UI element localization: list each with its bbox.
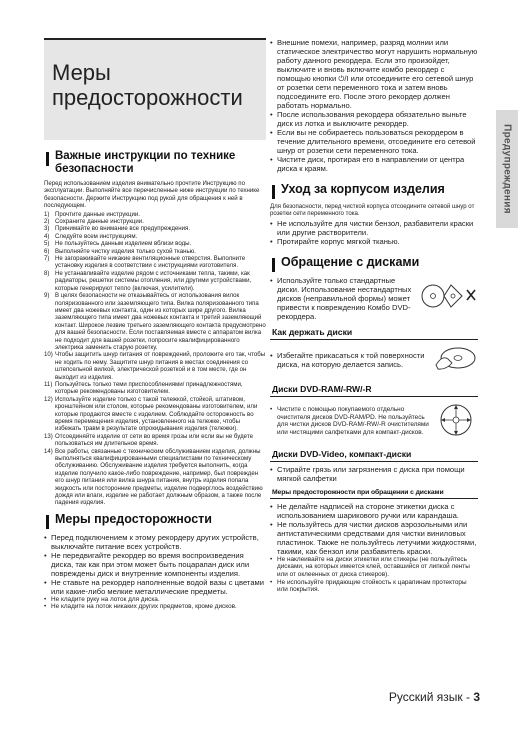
cross-icon — [467, 290, 475, 300]
bullet-item — [270, 502, 478, 520]
discs-row — [270, 276, 478, 321]
bullet-dot: • — [44, 532, 47, 542]
instruction-item — [44, 218, 266, 225]
item-number: 7) — [44, 255, 50, 263]
handling-heading: Меры предосторожности при обращении с дисками — [270, 483, 478, 499]
bullet-item — [44, 533, 266, 551]
item-number: 8) — [44, 269, 50, 277]
bullet-text: Не передвигайте рекордер во время воспроизведения диска, так как при этом может быть поцарапан диск или повреждены диск и внутренние компоненты изделия. — [51, 550, 250, 578]
heading-bar — [272, 258, 275, 272]
hand-disc-icon — [432, 343, 478, 378]
discs-list — [270, 276, 417, 321]
heading-bar — [46, 515, 49, 529]
right-column — [270, 38, 478, 594]
bullet-text: Не наклеивайте на диски этикетки или стикеры (не пользуйтесь дисками, на которых имеется клей, оставшийся от липкой ленты или от оклеенных от диска стикеров). — [277, 555, 470, 578]
bullet-dot: • — [270, 236, 273, 246]
video-list — [270, 465, 478, 483]
bullet-text: Не используйте придающие стойкость к царапинам протекторы или покрытия. — [277, 578, 467, 594]
item-number: 12) — [44, 395, 53, 403]
heading-bar — [272, 185, 275, 199]
handling-list — [270, 502, 478, 556]
bullet-text: Не ставьте на рекордер наполненные водой вазы с цветами или какие-либо мелкие металлические предметы. — [51, 577, 265, 596]
bullet-item — [44, 551, 266, 578]
instruction-item — [44, 448, 266, 507]
instructions-heading: Важные инструкции по технике безопасности — [44, 150, 266, 176]
bullet-item — [270, 465, 478, 483]
ram-heading: Диски DVD-RAM/-RW/-R — [270, 378, 478, 397]
instruction-item — [44, 248, 266, 255]
ram-row — [270, 400, 478, 443]
bullet-dot: • — [44, 577, 47, 587]
bullet-dot: • — [270, 406, 273, 414]
instructions-list — [44, 211, 266, 507]
instruction-item — [44, 225, 266, 232]
bullet-dot: • — [270, 38, 273, 47]
disc-ok-icon — [422, 285, 444, 307]
bullet-dot: • — [270, 155, 273, 164]
bullet-item — [270, 579, 478, 594]
disc-wipe-icon — [434, 400, 478, 443]
bullet-text: Перед подключением к этому рекордеру других устройств, выключайте питание всех устройств. — [51, 532, 259, 551]
hold-list — [270, 351, 429, 369]
bullet-dot: • — [44, 603, 47, 611]
disc-odd-icon — [444, 285, 462, 307]
video-heading: Диски DVD-Video, компакт-диски — [270, 443, 478, 462]
instruction-item — [44, 270, 266, 292]
item-text: Пользуйтесь только теми приспособлениями/ принадлежностями, которые рекомендованы изготовителем. — [55, 380, 243, 396]
hold-heading: Как держать диски — [270, 321, 478, 340]
bullet-text: Используйте только стандартные диски. Использование нестандартных дисков (неправильной формы) может привести к повреждению Комбо DVD-рекордера. — [277, 275, 412, 321]
page-title-line-2: предосторожности — [52, 85, 243, 110]
page-number: 3 — [473, 690, 480, 704]
bullet-item — [270, 406, 431, 436]
bullet-dot: • — [270, 555, 273, 563]
bullet-dot: • — [270, 218, 273, 228]
instruction-item — [44, 233, 266, 240]
left-column — [44, 38, 266, 611]
bullet-dot: • — [270, 519, 273, 529]
bullet-text: Не делайте надписей на стороне этикетки диска с использованием шарикового ручки или карандаша. — [277, 501, 459, 520]
item-number: 4) — [44, 232, 50, 240]
bullet-text: Не кладите руку на лоток для диска. — [51, 595, 160, 603]
bullet-item — [270, 128, 478, 155]
item-text: Отсоединяйте изделие от сети во время грозы или если вы не будете пользоваться им длительное время. — [55, 432, 253, 448]
bullet-dot: • — [270, 351, 273, 361]
instruction-item — [44, 396, 266, 433]
instruction-item — [44, 211, 266, 218]
bullet-text: Чистите с помощью покупаемого отдельно очистителя дисков DVD-RAM/PD. Не пользуйтесь для чистки дисков DVD-RAM/-RW/-R очистителями или чистящими салфетками для компакт-дисков. — [277, 406, 429, 436]
bullet-dot: • — [270, 275, 273, 285]
bullet-dot: • — [44, 550, 47, 560]
item-text: Не загораживайте никакие вентиляционные отверстия. Выполните установку изделия в соответствии с инструкциями изготовителя. — [55, 255, 246, 270]
item-text: Сохраните данные инструкции. — [55, 218, 144, 226]
bullet-item — [270, 520, 478, 556]
cabinet-list — [270, 219, 478, 246]
hold-row — [270, 343, 478, 378]
item-number: 14) — [44, 447, 53, 455]
item-text: Не устанавливайте изделие рядом с источниками тепла, такими, как радиаторы, решетки системы отопления, или другими устройствами, которые генерируют тепло (включая, усилители). — [55, 269, 252, 292]
bullet-dot: • — [270, 464, 273, 474]
bullet-dot: • — [270, 128, 273, 137]
item-text: Не пользуйтесь данным изделием вблизи воды. — [55, 240, 192, 248]
item-text: Следуйте всем инструкциям. — [55, 232, 138, 240]
bullet-text: Не используйте для чистки бензол, разбавители краски или другие растворители. — [277, 218, 474, 237]
bullet-item — [44, 603, 266, 611]
item-number: 9) — [44, 292, 50, 300]
bullet-item — [270, 276, 417, 321]
bullet-text: После использования рекордера обязательно выньте диск из лотка и выключите рекордер. — [277, 110, 467, 128]
bullet-item — [270, 556, 478, 579]
ram-list — [270, 406, 431, 436]
bullet-item — [270, 38, 478, 110]
item-number: 13) — [44, 432, 53, 440]
bullet-dot: • — [270, 110, 273, 119]
right-intro-list — [270, 38, 478, 173]
item-number: 1) — [44, 210, 50, 218]
item-text: Используйте изделие только с такой тележкой, стойкой, штативом, кронштейном или столом, которые рекомендованы изготовителем, или которые продаются вместе с изделием. Соблюдайте осторожность во время перемещения изделия, установленного на тележке, чтобы избежать травм в результате опрокидывания изделия (тележки). — [55, 395, 258, 433]
disc-shapes-illustration — [420, 281, 478, 316]
cabinet-heading: Уход за корпусом изделия — [270, 183, 478, 199]
bullet-item — [44, 578, 266, 596]
instruction-item — [44, 351, 266, 381]
side-tab: Предупреждения — [496, 110, 518, 228]
bullet-item — [270, 155, 478, 173]
bullet-text: Стирайте грязь или загрязнения с диска при помощи мягкой салфетки — [277, 464, 465, 483]
item-number: 10) — [44, 351, 53, 359]
bullet-text: Не кладите на лоток никаких других предметов, кроме дисков. — [51, 603, 237, 611]
bullet-dot: • — [44, 595, 47, 603]
page-footer: Русский язык - 3 — [388, 690, 480, 704]
item-number: 5) — [44, 240, 50, 248]
precautions-heading: Меры предосторожности — [44, 513, 266, 529]
item-text: Прочтите данные инструкции. — [55, 210, 140, 218]
bullet-item — [44, 596, 266, 604]
bullet-item — [270, 237, 478, 246]
precautions-list-small — [44, 596, 266, 611]
precautions-list — [44, 533, 266, 596]
cabinet-intro: Для безопасности, перед чисткой корпуса отсоедините сетевой шнур от розетки сети переменного тока. — [270, 203, 475, 218]
item-text: Принимайте во внимание все предупреждения. — [55, 225, 191, 233]
item-text: Все работы, связанные с техническим обслуживанием изделия, должны выполняться квалифицированными специалистами по техническому обслуживанию. Обслуживание изделия требуется выполнить, когда изделие получило какое-либо повреждение, например, был поврежден его шнур питания или вилка шнура питания, внутрь изделия попала жидкость или посторонние предметы, изделие подверглось воздействию дождя или влаги, изделие не работает должным образом, а также после падения изделия. — [55, 447, 263, 507]
page-title-line-1: Меры — [52, 60, 111, 85]
item-number: 6) — [44, 247, 50, 255]
heading-bar — [46, 152, 49, 166]
handling-list-small — [270, 556, 478, 594]
bullet-item — [270, 351, 429, 369]
instruction-item — [44, 292, 266, 351]
item-text: В целях безопасности не отказывайтесь от использования вилок поляризованного или заземляющего типа. Вилка поляризованного типа имеет два ножевых контакта, один из которых шире другого. Вилка заземляющего типа имеет два ножевых контакта и третий заземляющий контакт. Широкое лезвие третьего заземляющего контакта предусмотрено для вашей безопасности. Если поставляемая вместе с аппаратом вилка не подходит для вашей розетки, попросите квалифицированного электрика заменить старую розетку. — [55, 292, 266, 351]
bullet-dot: • — [270, 501, 273, 511]
instructions-intro: Перед использованием изделия внимательно прочтите Инструкцию по эксплуатации. Выполняйте все перечисленные ниже инструкции по технике безопасности. Держите Инструкцию под рукой для обращения к ней в последующем. — [44, 180, 260, 210]
item-number: 3) — [44, 225, 50, 233]
instruction-item — [44, 381, 266, 396]
bullet-text: Избегайте прикасаться к той поверхности диска, на которую делается запись. — [277, 351, 425, 370]
discs-heading: Обращение с дисками — [270, 256, 478, 272]
bullet-item — [270, 110, 478, 128]
bullet-text: Если вы не собираетесь пользоваться рекордером в течение длительного времени, отсоедините его сетевой шнур от розетки сети переменного тока. — [277, 128, 476, 155]
page-title-box — [44, 38, 266, 140]
bullet-dot: • — [270, 578, 273, 586]
item-number: 11) — [44, 380, 53, 388]
instruction-item — [44, 255, 266, 270]
item-number: 2) — [44, 218, 50, 226]
bullet-text: Протирайте корпус мягкой тканью. — [277, 236, 400, 246]
instruction-item — [44, 433, 266, 448]
bullet-item — [270, 219, 478, 237]
item-text: Выполняйте чистку изделия только сухой тканью. — [55, 247, 196, 255]
bullet-text: Не пользуйтесь для чистки дисков аэрозольными или антистатическими средствами для чистки виниловых пластинок. Также не пользуйтесь летучими жидкостями, такими, как бензол или разбавитель краски. — [277, 519, 477, 556]
instruction-item — [44, 240, 266, 247]
bullet-text: Чистите диск, протирая его в направлении от центра диска к краям. — [277, 155, 465, 173]
bullet-text: Внешние помехи, например, разряд молнии или статическое электричество могут нарушить нормальную работу данного рекордера. Если это произойдет, выключите и вновь включите комбо рекордер с помощью кнопки ⏻/I или отсоедините его сетевой шнур от розетки сети переменного тока и затем вновь подсоедините его. После этого рекордер должен работать нормально. — [277, 38, 478, 110]
item-text: Чтобы защитить шнур питания от повреждений, проложите его так, чтобы не ходить по нему. Защитите шнур питания в местах соединения со штепсельной вилкой, электрической розеткой и в том месте, где он выходит из изделия. — [55, 351, 266, 381]
